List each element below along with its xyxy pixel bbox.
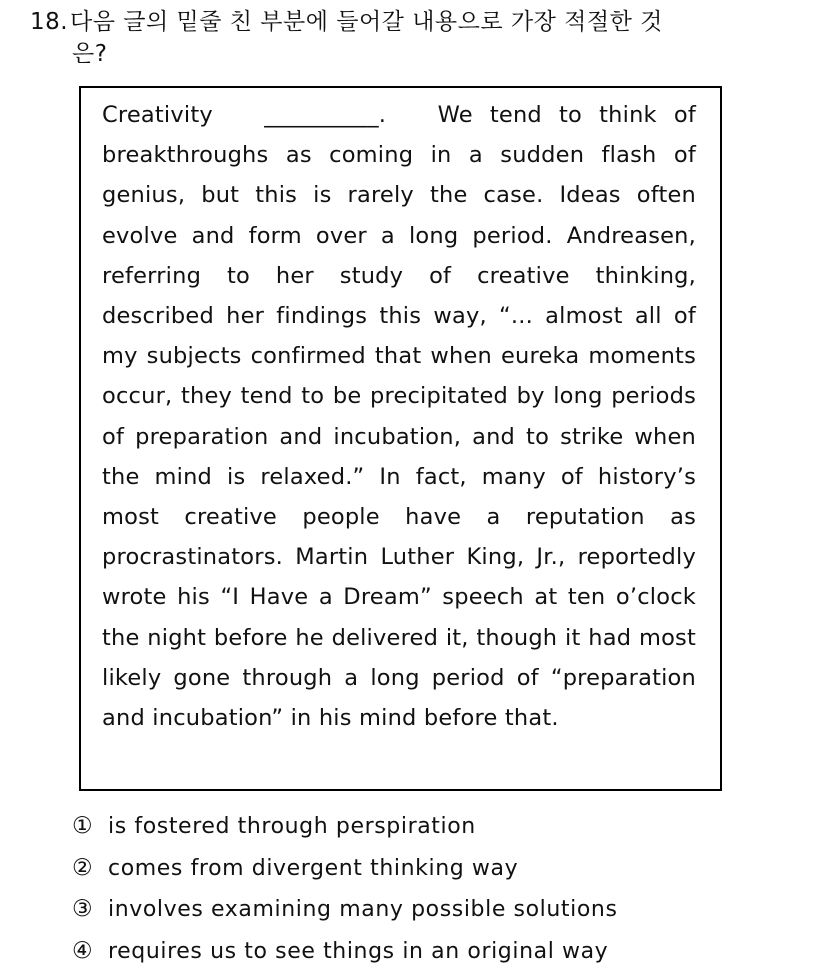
option-number: ① — [72, 806, 108, 848]
question-text-continued: 은? — [30, 38, 790, 70]
option-text: comes from divergent thinking way — [108, 856, 518, 881]
option-number: ② — [72, 848, 108, 890]
option-2[interactable] — [72, 848, 772, 890]
option-1[interactable] — [72, 806, 772, 848]
option-number: ③ — [72, 889, 108, 931]
option-number: ④ — [72, 931, 108, 972]
question-number: 18. — [30, 6, 70, 38]
question-header — [30, 6, 790, 70]
option-text: involves examining many possible solutions — [108, 897, 618, 922]
option-text: requires us to see things in an original way — [108, 939, 608, 964]
option-text: is fostered through perspiration — [108, 814, 476, 839]
answer-blank: __________. — [264, 95, 386, 135]
passage-body: We tend to think of breakthroughs as coming in a sudden flash of genius, but this is rarely the case. Ideas often evolve and form over a long period. Andreasen, referring to her study of creative thinking, described her findings this way, “... almost all of my subjects confirmed that when eureka moments occur, they tend to be precipitated by long periods of preparation and incubation, and to strike when the mind is relaxed.” In fact, many of history’s most creative people have a reputation as procrastinators. Martin Luther King, Jr., reportedly wrote his “I Have a Dream” speech at ten o’clock the night before he delivered it, though it had most likely gone through a long period of “preparation and incubation” in his mind before that. — [102, 102, 696, 731]
option-3[interactable] — [72, 889, 772, 931]
question-text: 다음 글의 밑줄 친 부분에 들어갈 내용으로 가장 적절한 것 — [70, 9, 663, 35]
passage-text — [102, 95, 696, 738]
answer-options — [72, 806, 772, 972]
passage-lead: Creativity — [102, 102, 213, 128]
